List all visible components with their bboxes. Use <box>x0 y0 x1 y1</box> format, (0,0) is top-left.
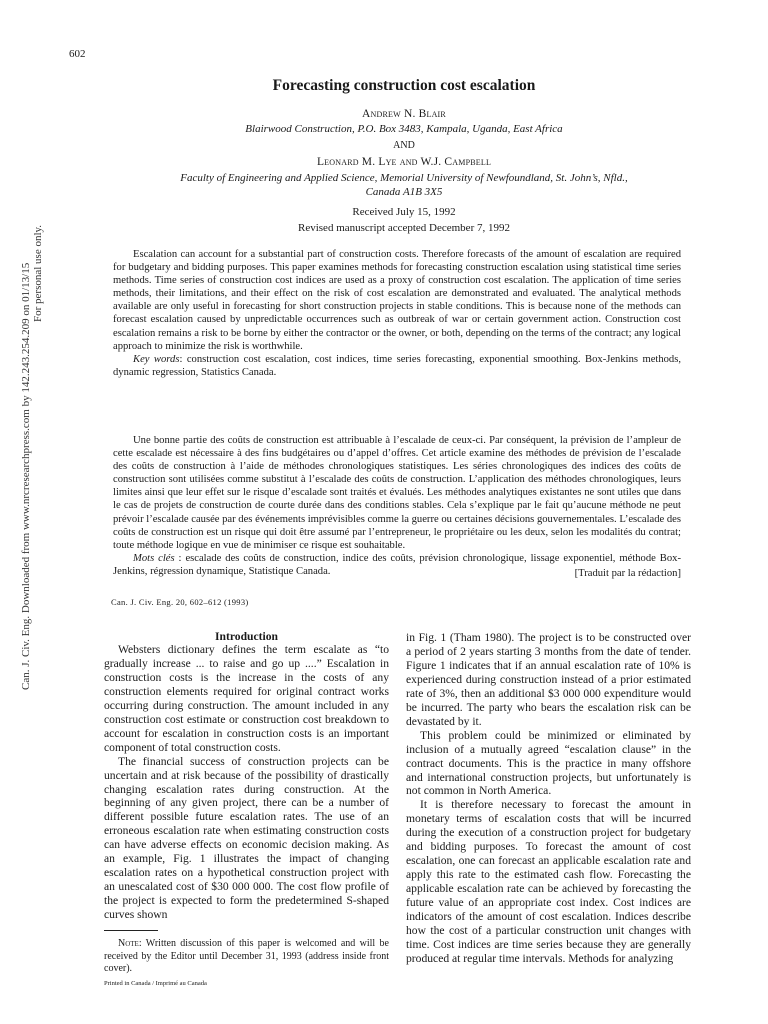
intro-paragraph-1: Websters dictionary defines the term escalate as “to gradually increase ... to raise and go up ....” Escalation in construction costs is the increase in the costs of any construction elements required for original contract works occurring during construction. The amount included in any construction cost estimate or construction cost breakdown to account for escalation in construction costs is an important component of total construction costs. <box>104 643 389 754</box>
note-label: Note <box>118 938 139 949</box>
abstract-fr-text: Une bonne partie des coûts de construction est attribuable à l’escalade de ceux-ci. Par conséquent, la prévision de l’ampleur de cette escalade est nécessaire à des fins budgétaires ou d’appel d’offres. Cet article examine des méthodes de prévision de l’escalade des coûts de construction à l’aide de méthodes chronologiques statistiques. Les séries chronologiques des indices des coûts de construction sont utilisées comme substitut à l’escalade des coûts de construction. L’application des méthodes chronologiques, leurs limites ainsi que leur effet sur le risque d’escalade sont traités et évalués. Les méthodes analytiques existantes ne sont utiles que dans le cas de projets de construction de courte durée dans des conditions stables. Cela s’explique par le fait qu’aucune méthode ne peut prévoir l’escalade causée par des événements imprévisibles comme la guerre ou certaines décisions gouvernementales. L’escalade des coûts de construction est un risque qui doit être assumé par l’entrepreneur, le propriétaire ou les deux, selon les modalités du contrat; toute méthode logique en vue de minimiser ce risque est souhaitable. <box>113 435 681 551</box>
abstract-en-text: Escalation can account for a substantial part of construction costs. Therefore forecasts of the amount of escalation are required for budgetary and bidding purposes. This paper examines methods for forecasting construction escalation using statistical time series methods. Time series of construction cost indices are used as a proxy of construction cost escalation. The application of time series methods, their limitations, and their effect on the risk of cost escalation are demonstrated and evaluated. The analytical methods available are only useful in forecasting for short construction projects in stable conditions. This is because none of the methods can forecast escalation caused by unpredictable occurrences such as outbreak of war or certain government action. Construction cost escalation remains a risk to be borne by either the contractor or the owner, or both, depending on the terms of the contract; any logical approach to minimize the risk is worthwhile. <box>113 249 681 352</box>
affiliation-line-1: Faculty of Engineering and Applied Science, Memorial University of Newfoundland, St. John’s, Nfld., <box>180 172 628 184</box>
section-heading-introduction: Introduction <box>215 630 278 643</box>
intro-paragraph-2: The financial success of construction projects can be uncertain and at risk because of the possibility of drastically changing escalation rates during construction. At the beginning of any given project, there can be a number of different possible future escalation rates. The use of an erroneous escalation rate when estimating construction costs can have adverse effects on economic decision making. As an example, Fig. 1 illustrates the impact of changing escalation rates on a hypothetical construction project with an unescalated cost of $30 000 000. The cost flow profile of the project is expected to form the predetermined S-shaped curves shown <box>104 754 389 922</box>
watermark-line-1: Can. J. Civ. Eng. Downloaded from www.nrcresearchpress.com by 142.243.254.209 on 01/13/15 <box>20 262 32 690</box>
keywords-label: Key words <box>133 353 180 365</box>
received-date: Received July 15, 1992 <box>352 206 456 218</box>
note-text: : Written discussion of this paper is welcomed and will be received by the Editor until December 31, 1993 (address inside front cover). <box>104 938 389 974</box>
authors-lye-campbell: Leonard M. Lye and W.J. Campbell <box>316 156 492 168</box>
journal-citation: Can. J. Civ. Eng. 20, 602–612 (1993) <box>111 597 249 607</box>
footnote-rule <box>104 930 158 931</box>
affiliation-memorial <box>100 171 708 199</box>
printed-in-canada: Printed in Canada / Imprimé au Canada <box>104 980 207 987</box>
abstract-english <box>113 248 681 379</box>
keywords-text: : construction cost escalation, cost indices, time series forecasting, exponential smoothing. Box-Jenkins methods, dynamic regression, Statistics Canada. <box>113 353 682 378</box>
right-column <box>406 631 691 966</box>
intro-paragraph-5: It is therefore necessary to forecast the amount in monetary terms of escalation costs that will be incurred during the execution of a construction project for budgetary and bidding purposes. To forecast the amount of cost escalation, one can forecast an applicable escalation rate and apply this rate to the estimated cash flow. Forecasting the applicable escalation rate can be achieved by forecasting the future value of an appropriate cost index. Cost indices are indicators of the amount of cost escalation. Indices describe how the cost of a particular construction unit changes with time. Cost indices are time series because they are generally produced at regular time intervals. Methods for analyzing <box>406 798 691 965</box>
intro-paragraph-3: in Fig. 1 (Tham 1980). The project is to be constructed over a period of 2 years starting 3 months from the date of tender. Figure 1 indicates that if an annual escalation rate of 10% is experienced during construction instead of a prior estimated rate of 3%, then an additional $3 000 000 expenditure would be incurred. The party who bears the escalation risk can be devastated by it. <box>406 631 691 728</box>
author-separator: AND <box>393 140 415 151</box>
watermark-line-2: For personal use only. <box>32 224 44 322</box>
download-watermark <box>0 0 44 1024</box>
affiliation-blairwood: Blairwood Construction, P.O. Box 3483, Kampala, Uganda, East Africa <box>245 123 563 135</box>
watermark-text <box>20 225 44 690</box>
page-number: 602 <box>69 48 86 60</box>
mots-cles-text: : escalade des coûts de construction, indice des coûts, prévision chronologique, lissage exponentiel, méthode Box-Jenkins, régression dynamique, Statistique Canada. <box>113 552 681 577</box>
abstract-french <box>113 434 681 578</box>
revised-date: Revised manuscript accepted December 7, 1992 <box>298 222 510 234</box>
intro-paragraph-4: This problem could be minimized or eliminated by inclusion of a mutually agreed “escalation clause” in the contract documents. This is the practice in many offshore and international construction projects, but unfortunately is not common in North America. <box>406 728 691 798</box>
mots-cles-label: Mots clés <box>133 552 175 564</box>
affiliation-line-2: Canada A1B 3X5 <box>365 186 443 198</box>
footnote <box>104 938 389 976</box>
translation-note: [Traduit par la rédaction] <box>574 568 681 579</box>
keywords <box>113 353 681 379</box>
author-blair: Andrew N. Blair <box>362 108 446 120</box>
article-title: Forecasting construction cost escalation <box>272 77 536 94</box>
left-column <box>104 643 389 922</box>
